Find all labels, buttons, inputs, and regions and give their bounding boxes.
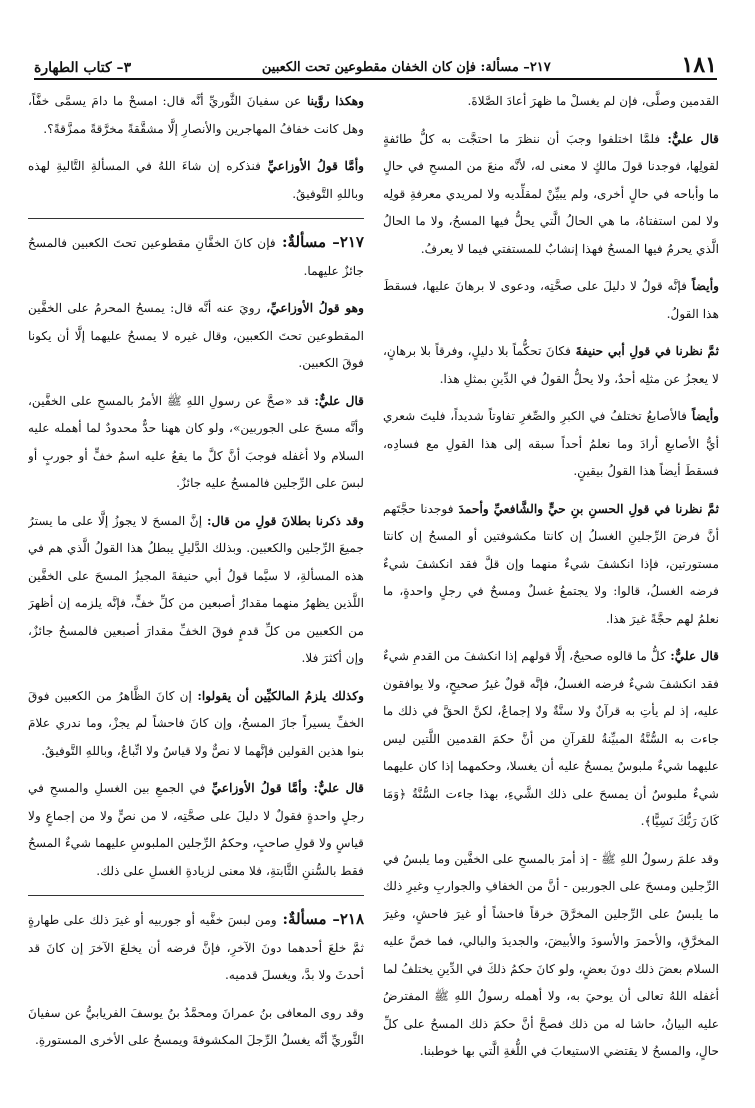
paragraph-lead: قال عليٌّ:: [665, 649, 719, 663]
issue-heading-218: [28, 906, 364, 990]
paragraph: [383, 403, 719, 486]
paragraph: [28, 153, 364, 208]
divider: [28, 895, 364, 896]
paragraph: [383, 496, 719, 634]
running-title: ٢١٧– مسألة: فإن كان الخفان مقطوعين تحت الكعبين: [261, 60, 551, 75]
paragraph-text: إنَّ المسحَ لا يجوزُ إلَّا على ما يسترُ جميعَ الرِّجلين والكعبين. وبذلك الدَّليلِ يبطلُ هذا القولُ الَّذي هم في هذه المسألةِ، لا سيَّما قولُ أبي حنيفةَ المجيزُ المسحَ على الخفَّين اللَّذين يظهرُ منهما مقدارُ أصبعين من كلِّ خفٍّ، فإنَّه يلزمه إن أظهرَ من الكعبين من كلِّ قدمٍ فوقَ الخفِّ مقدارَ أصبعين فالمسحُ جائزٌ، وإن أكثرَ فلا.: [28, 513, 364, 665]
page-header: [34, 52, 717, 80]
paragraph: [383, 273, 719, 328]
paragraph-lead: وأمَّا قولُ الأوزاعيِّ: [261, 159, 364, 173]
paragraph-text: القدمين وصلَّى، فإن لم يغسلْ ما ظهرَ أعادَ الصَّلاةَ.: [467, 94, 719, 108]
text-columns: [28, 88, 719, 1094]
right-column: [383, 88, 719, 1094]
paragraph: [383, 126, 719, 264]
paragraph: [28, 683, 364, 766]
paragraph-lead: وهكذا روَّينا: [301, 94, 364, 108]
paragraph: [28, 775, 364, 885]
paragraph-lead: ثمَّ نظرنا في قولِ أبي حنيفةَ: [570, 344, 719, 358]
paragraph: [28, 388, 364, 498]
paragraph-lead: وقد ذكرنا بطلانَ قولِ من قال:: [202, 513, 364, 528]
paragraph-text: وقد علمَ رسولُ اللهِ ﷺ - إذ أمرَ بالمسحِ على الخفَّين وما يلبسُ في الرِّجلين ومسحَ على الجوربين - أنَّ من الخفافِ والجواربِ وغيرِ ذلك ما يلبسُ على الرِّجلين المخرَّقَ خرقاً فاحشاً أو غيرَ فاحشٍ، وغيرَ المخرَّقِ، والأحمرَ والأسودَ والأبيضَ، والجديدَ والبالي، فما خصَّ عليه السلام بعضَ ذلك دونَ بعضٍ، ولو كانَ حكمُ ذلكَ في الدِّينِ يختلفُ لما أغفله اللهُ تعالى أن يوحيَ به، ولا أهمله رسولُ اللهِ ﷺ المفترضُ عليه البيانُ، حاشا له من ذلك فصحَّ أنَّ حكمَ ذلك المسحُ على كلِّ حالٍ، والمسحُ لا يقتضي الاستيعابَ في اللُّغةِ الَّتي بها خوطبنا.: [383, 851, 719, 1058]
paragraph-text: فكانَ تحكُّماً بلا دليلٍ، وفرقاً بلا برهانٍ، لا يعجزُ عن مثلِه أحدٌ، ولا يحلُّ القولُ في الدِّينِ بمثلِ هذا.: [383, 344, 719, 386]
paragraph-text: فوجدنا حجَّتَهم أنَّ فرضَ الرِّجلينِ الغسلُ إن كانتا مكشوفتين أو المسحُ إن كانتا مستورتين، فإذا انكشفَ شيءٌ منهما وإن قلَّ فقد انكشفَ شيءٌ فرضه الغسلُ، قالوا: ولا يجتمعُ غسلٌ ومسحٌ في رجلٍ واحدةٍ، ما نعلمُ لهم حجَّةً غيرَ هذا.: [383, 501, 719, 626]
issue-number: ٢١٨– مسألةٌ:: [276, 910, 364, 928]
paragraph-lead: قال عليٌّ:: [660, 131, 719, 146]
paragraph: [28, 1000, 364, 1055]
page-number: ١٨١: [681, 52, 717, 78]
paragraph-lead: وهو قولُ الأوزاعيِّ،: [260, 301, 364, 315]
paragraph-text: كلُّ ما قالوه صحيحٌ، إلَّا قولهم إذا انكشفَ من القدمِ شيءٌ فقد انكشفَ شيءٌ فرضه الغسلُ، فإنَّه قولٌ غيرُ صحيحٍ، ولا يوافقون عليه، إذ لم يأتِ به قرآنٌ ولا سنَّةٌ ولا إجماعٌ، لكنَّ الحقَّ في ذلك ما جاءت به السُّنَّةُ المبيِّنةُ للقرآنِ من أنَّ حكمَ القدمين اللَّتين ليس عليهما شيءٌ ملبوسٌ يمسحُ عليه أن يغسلا، وحكمهما إذا كان عليهما شيءٌ ملبوسٌ أن يمسحَ على ذلك الشَّيءِ، بهذا جاءت السُّنَّةُ ﴿وَمَا كَانَ رَبُّكَ نَسِيًّا﴾.: [383, 649, 719, 828]
paragraph: [28, 295, 364, 378]
paragraph-text: وقد روى المعافى بنُ عمرانَ ومحمَّدُ بنُ يوسفَ الفريابيُّ عن سفيانَ الثَّوريِّ أنَّه يغسلُ الرِّجلَ المكشوفةَ ويمسحُ على الأخرى المستورةِ.: [28, 1005, 364, 1047]
paragraph-lead: قال عليٌّ:: [309, 393, 364, 408]
paragraph: [28, 508, 364, 673]
paragraph-text: فنذكره إن شاءَ اللهُ في المسألةِ التَّاليةِ لهذه وباللهِ التَّوفيقُ.: [28, 159, 364, 201]
paragraph-text: فلمَّا اختلفوا وجبَ أن ننظرَ ما احتجَّت به كلُّ طائفةٍ لقولِها، فوجدنا قولَ مالكٍ لا معنى له، لأنَّه منعَ من المسحِ في حالٍ ما وأباحه في حالٍ أخرى، ولم يبيِّنْ لمقلِّديه ولا لمريدي معرفةِ قولِه ولا لمن استفتاهُ، ما هي الحالُ الَّتي يحلُّ فيها المسحُ، ولا ما الحالُ الَّذي يحرمُ فيها المسحُ فهذا إنشابٌ للمستفتي فيما لا يعرفُ.: [383, 131, 719, 256]
paragraph: [383, 88, 719, 116]
paragraph-text: فإنَّه قولٌ لا دليلَ على صحَّتِه، ودعوى لا برهانَ عليها، فسقطَ هذا القولُ.: [383, 279, 719, 321]
paragraph-lead: وأيضاً: [686, 409, 719, 423]
paragraph-text: ومن لبسَ خفَّيه أو جوربيه أو غيرَ ذلك على طهارةٍ ثمَّ خلعَ أحدهما دونَ الآخرِ، فإنَّ فرضه أن يخلعَ الآخرَ إن كانَ قد أحدثَ ولا بدَّ، ويغسلَ قدميه.: [28, 913, 364, 982]
paragraph-lead: قال عليٌّ: وأمَّا قولُ الأوزاعيِّ: [205, 781, 364, 795]
issue-heading-217: [28, 229, 364, 285]
paragraph: [383, 846, 719, 1066]
paragraph: [28, 88, 364, 143]
paragraph-lead: ثمَّ نظرنا في قولِ الحسنِ بنِ حيٍّ والشَّافعيِّ وأحمدَ: [453, 501, 719, 516]
divider: [28, 218, 364, 219]
paragraph: [383, 643, 719, 836]
issue-number: ٢١٧– مسألةٌ:: [275, 233, 364, 251]
paragraph-lead: وكذلك يلزمُ المالكيِّين أن يقولوا:: [191, 688, 364, 703]
paragraph-lead: وأيضاً: [686, 279, 719, 293]
paragraph-text: فإن كانَ الخفَّانِ مقطوعين تحتَ الكعبين فالمسحُ جائزٌ عليهما.: [28, 236, 364, 278]
paragraph-text: عن سفيانَ الثَّوريِّ أنَّه قال: امسحْ ما دامَ يسمَّى خفَّاً، وهل كانت خفافُ المهاجرين والأنصارِ إلَّا مشقَّقةً مخرَّقةً ممزَّقةً؟.: [28, 94, 364, 136]
book-title: ٣– كتاب الطهارة: [34, 60, 132, 76]
paragraph-text: فالأصابعُ تختلفُ في الكبرِ والصِّغرِ تفاوتاً شديداً، فليتَ شعري أيُّ الأصابعِ أرادَ وما نعلمُ أحداً سبقه إلى هذا القولِ مع فسادِه، فسقطَ أيضاً هذا القولُ بيقينٍ.: [383, 409, 719, 478]
left-column: [28, 88, 364, 1094]
paragraph-text: في الجمعِ بين الغسلِ والمسحِ في رجلٍ واحدةٍ فقولٌ لا دليلَ على صحَّتِه، لا من نصٍّ ولا من إجماعٍ ولا قياسٍ ولا قولِ صاحبٍ، وحكمُ الرِّجلين الملبوسِ عليهما شيءٌ المسحُ فقط بالسُّننِ الثَّابتةِ، فلا معنى لزيادةِ الغسلِ على ذلك.: [28, 781, 364, 878]
paragraph-text: رويَ عنه أنَّه قال: يمسحُ المحرمُ على الخفَّين المقطوعين تحتَ الكعبين، وقال غيره لا يمسحُ عليهما إلَّا أن يكونا فوقَ الكعبين.: [28, 301, 364, 370]
paragraph: [383, 338, 719, 393]
paragraph-text: إن كانَ الظَّاهرُ من الكعبين فوقَ الخفِّ يسيراً جازَ المسحُ، وإن كانَ فاحشاً لم يجزْ، وما ندري علامَ بنوا هذين القولين فإنَّهما لا نصٌّ ولا قياسٌ ولا اتِّباعٌ، وباللهِ التَّوفيقُ.: [28, 688, 364, 758]
paragraph-text: قد «صحَّ عن رسولِ اللهِ ﷺ الأمرُ بالمسحِ على الخفَّين، وأنَّه مسحَ على الجوربين»، ولو كان ههنا حدٌّ محدودٌ لما أهمله عليه السلام ولا أغفله فوجبَ أنَّ كلَّ ما يقعُ عليه اسمُ خفٍّ أو جوربٍ أو لبسَ على الرِّجلين فالمسحُ عليه جائزٌ.: [28, 393, 364, 490]
